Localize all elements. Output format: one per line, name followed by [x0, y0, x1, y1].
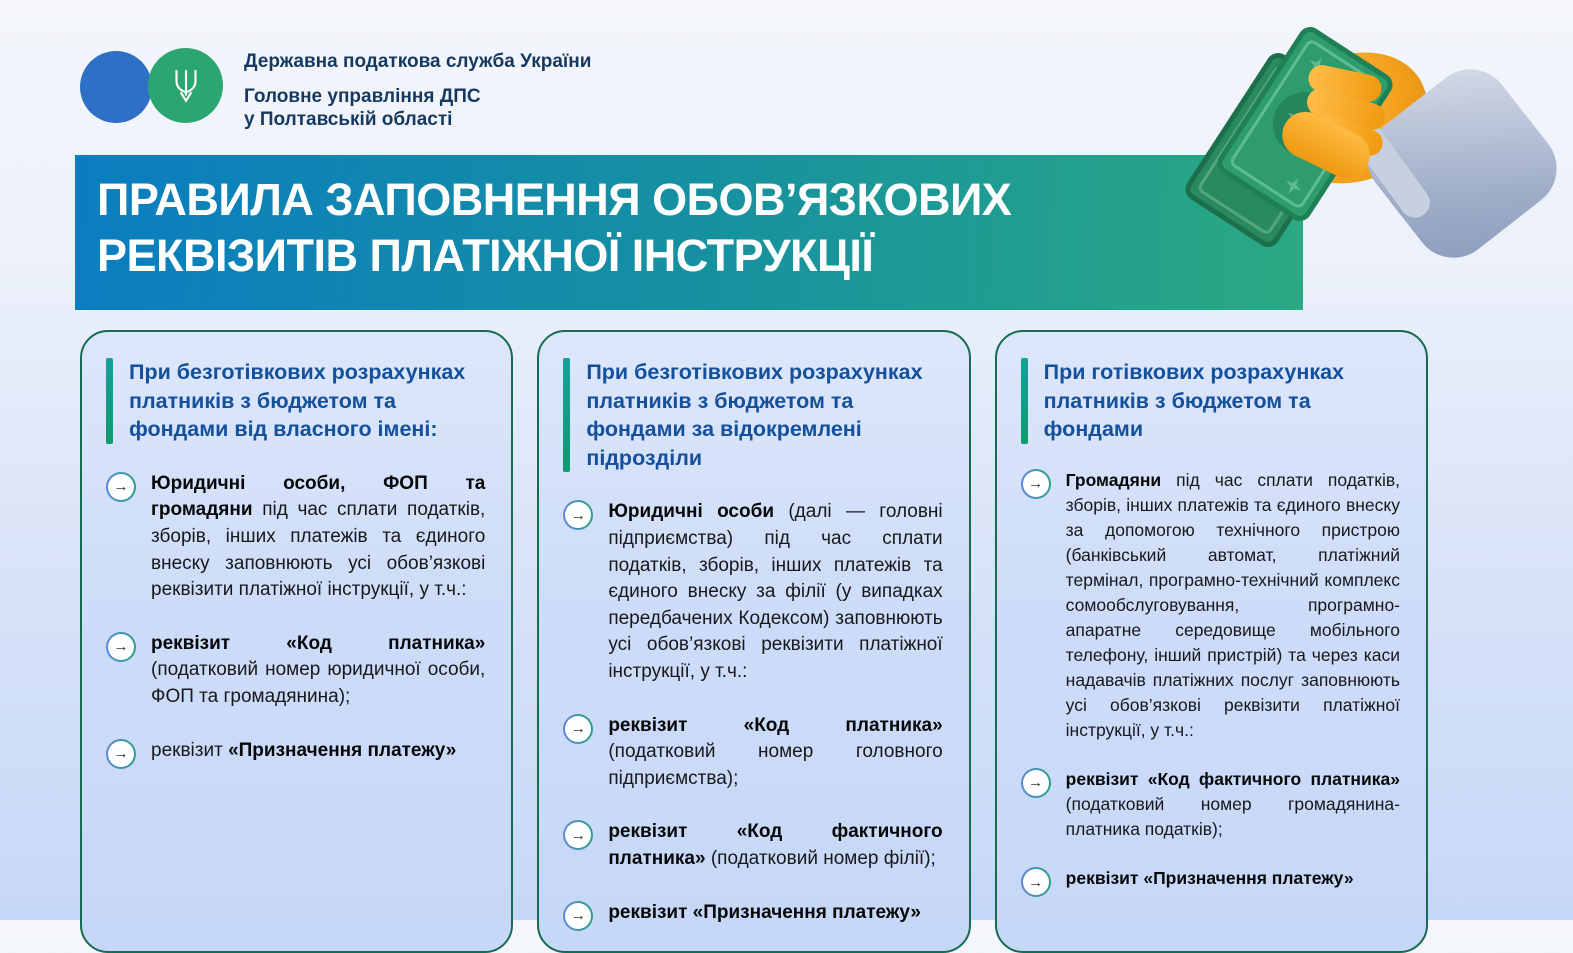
arrow-right-icon: →	[106, 472, 136, 502]
org-name: Державна податкова служба України	[244, 51, 592, 72]
arrow-right-icon: →	[1021, 469, 1051, 499]
page-title-line2: РЕКВІЗИТІВ ПЛАТІЖНОЇ ІНСТРУКЦІЇ	[97, 229, 874, 281]
dps-logo	[80, 48, 222, 126]
accent-bar	[106, 358, 113, 444]
card-title: При готівкових розрахунках платників з бюджетом та фондами	[1043, 360, 1344, 442]
list-item	[106, 471, 485, 604]
page-title-line1: ПРАВИЛА ЗАПОВНЕННЯ ОБОВ’ЯЗКОВИХ	[97, 174, 1012, 225]
card-title: При безготівкових розрахунках платників з бюджетом та фондами від власного імені:	[129, 360, 466, 442]
header	[80, 48, 591, 132]
list-item	[563, 499, 942, 685]
logo-blue-circle	[80, 51, 152, 123]
list-item	[106, 631, 485, 711]
bullet-text: реквізит «Код платника» (податковий номер головного підприємства);	[608, 714, 943, 789]
list-item	[563, 900, 942, 931]
arrow-right-icon: →	[563, 901, 593, 931]
info-card-2	[537, 330, 970, 953]
bullet-list	[563, 499, 942, 930]
accent-bar	[563, 358, 570, 472]
bullet-text: Юридичні особи (далі — головні підприємства) під час сплати податків, зборів, інших платежів та єдиного внеску за філії (у випадках передбачених Кодексом) заповнюють усі обов’язкові реквізити платіжної інструкції, у т.ч.:	[608, 501, 943, 682]
bullet-list	[106, 471, 485, 769]
bullet-text: Юридичні особи, ФОП та громадяни під час сплати податків, зборів, інших платежів та єдиного внеску заповнюють усі обов’язкові реквізити платіжної інструкції, у т.ч.:	[151, 472, 486, 601]
arrow-right-icon: →	[563, 500, 593, 530]
arrow-right-icon: →	[563, 714, 593, 744]
arrow-right-icon: →	[106, 739, 136, 769]
cards	[80, 330, 1428, 924]
list-item	[1021, 468, 1400, 743]
hand-banknotes-illustration	[1185, 0, 1500, 250]
card-heading-row	[563, 358, 942, 472]
bullet-text: Громадяни під час сплати податків, зборів, інших платежів та єдиного внеску за допомогою технічного пристрою (банківський автомат, платіжний термінал, програмно-технічний комплекс сомообслуговування, програмно-апаратне середовище мобільного телефону, інший пристрій) та через каси надавачів платіжних послуг заповнюють усі обов’язкові реквізити платіжної інструкції, у т.ч.:	[1065, 469, 1400, 740]
arrow-right-icon: →	[563, 820, 593, 850]
trident-icon	[171, 67, 201, 105]
info-card-3	[995, 330, 1428, 953]
list-item	[563, 819, 942, 872]
bullet-text: реквізит «Код платника» (податковий номер юридичної особи, ФОП та громадянина);	[151, 632, 486, 707]
list-item	[1021, 866, 1400, 897]
list-item	[563, 713, 942, 793]
bullet-text: реквізит «Код фактичного платника» (податковий номер громадянина-платника податків);	[1065, 768, 1400, 839]
arrow-right-icon: →	[1021, 867, 1051, 897]
bullet-text: реквізит «Призначення платежу»	[608, 901, 921, 923]
bullet-text: реквізит «Призначення платежу»	[151, 739, 457, 761]
title-banner	[75, 155, 1303, 310]
bullet-list	[1021, 468, 1400, 897]
bullet-text: реквізит «Призначення платежу»	[1065, 868, 1354, 888]
card-heading-row	[106, 358, 485, 444]
org-department-line1: Головне управління ДПС	[244, 85, 481, 107]
list-item	[1021, 767, 1400, 842]
card-heading-row	[1021, 358, 1400, 444]
arrow-right-icon: →	[106, 632, 136, 662]
bullet-text: реквізит «Код фактичного платника» (податковий номер філії);	[608, 821, 943, 869]
accent-bar	[1021, 358, 1028, 444]
list-item	[106, 738, 485, 769]
info-card-1	[80, 330, 513, 953]
logo-green-circle	[148, 48, 223, 123]
card-title: При безготівкових розрахунках платників з бюджетом та фондами за відокремлені підрозділи	[586, 360, 923, 470]
arrow-right-icon: →	[1021, 768, 1051, 798]
org-name-block	[244, 48, 591, 132]
org-department-line2: у Полтавській області	[244, 109, 453, 131]
